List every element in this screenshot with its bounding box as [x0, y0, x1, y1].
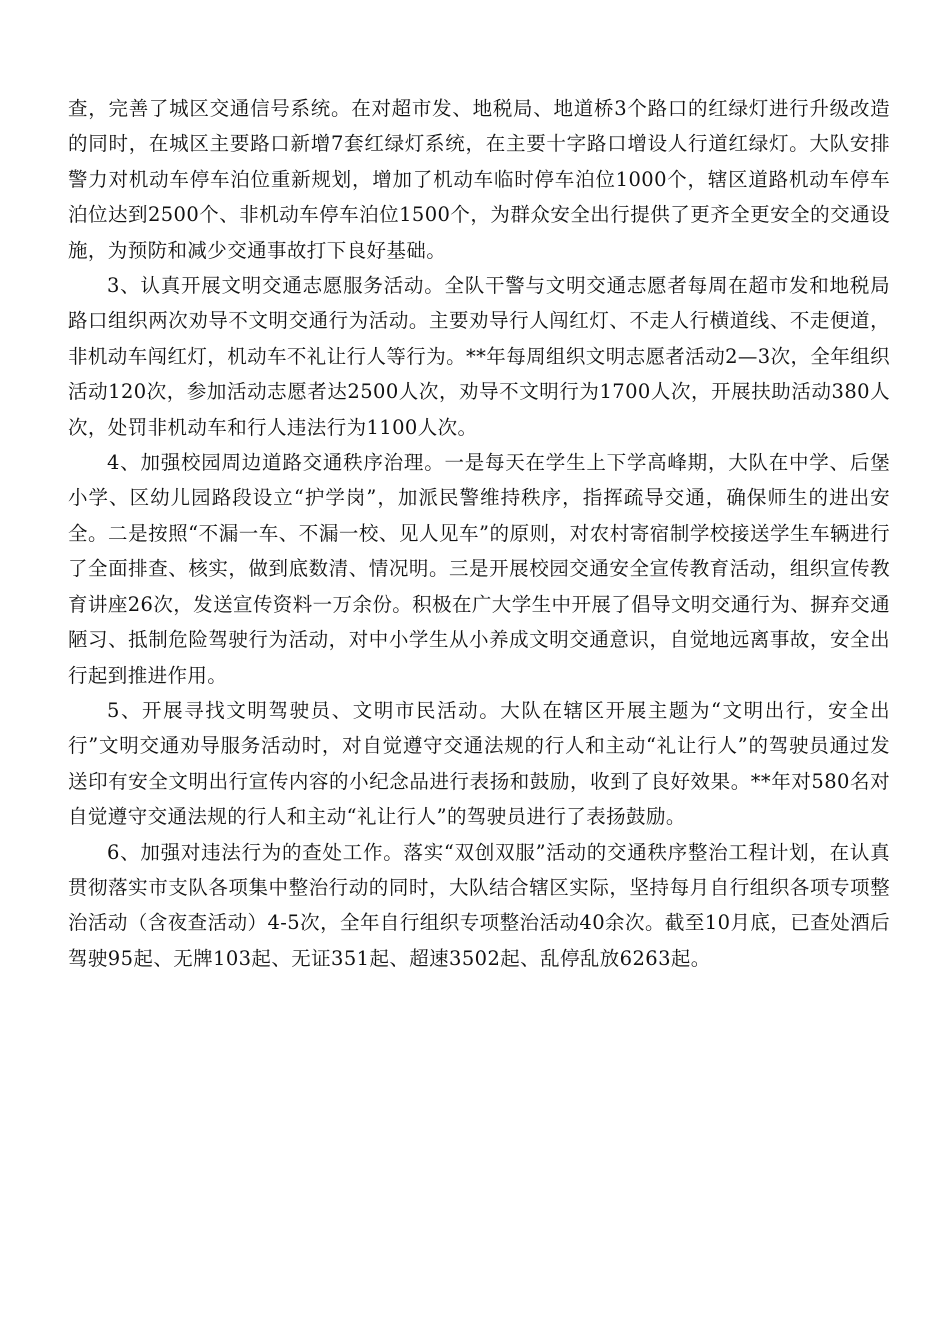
paragraph-school-traffic: 4、加强校园周边道路交通秩序治理。一是每天在学生上下学高峰期，大队在中学、后堡小学、区幼儿园路段设立“护学岗”，加派民警维持秩序，指挥疏导交通，确保师生的进出安全。二是按照“不漏一车、不漏一校、见人见车”的原则，对农村寄宿制学校接送学生车辆进行了全面排查、核实，做到底数清、情况明。三是开展校园交通安全宣传教育活动，组织宣传教育讲座26次，发送宣传资料一万余份。积极在广大学生中开展了倡导文明交通行为、摒弃交通陋习、抵制危险驾驶行为活动，对中小学生从小养成文明交通意识，自觉地远离事故，安全出行起到推进作用。 [68, 451, 890, 687]
paragraph-civilized-drivers: 5、开展寻找文明驾驶员、文明市民活动。大队在辖区开展主题为“文明出行，安全出行”文明交通劝导服务活动时，对自觉遵守交通法规的行人和主动“礼让行人”的驾驶员通过发送印有安全文明出行宣传内容的小纪念品进行表扬和鼓励，收到了良好效果。**年对580名对自觉遵守交通法规的行人和主动“礼让行人”的驾驶员进行了表扬鼓励。 [68, 698, 890, 829]
paragraph-volunteer-service: 3、认真开展文明交通志愿服务活动。全队干警与文明交通志愿者每周在超市发和地税局路口组织两次劝导不文明交通行为活动。主要劝导行人闯红灯、不走人行横道线、不走便道，非机动车闯红灯，机动车不礼让行人等行为。**年每周组织文明志愿者活动2—3次，全年组织活动120次，参加活动志愿者达2500人次，劝导不文明行为1700人次，开展扶助活动380人次，处罚非机动车和行人违法行为1100人次。 [68, 274, 891, 439]
document-body [68, 91, 890, 976]
paragraph-traffic-signals: 查，完善了城区交通信号系统。在对超市发、地税局、地道桥3个路口的红绿灯进行升级改造的同时，在城区主要路口新增7套红绿灯系统，在主要十字路口增设人行道红绿灯。大队安排警力对机动车停车泊位重新规划，增加了机动车临时停车泊位1000个，辖区道路机动车停车泊位达到2500个、非机动车停车泊位1500个，为群众安全出行提供了更齐全更安全的交通设施，为预防和减少交通事故打下良好基础。 [68, 97, 890, 262]
paragraph-violation-enforcement: 6、加强对违法行为的查处工作。落实“双创双服”活动的交通秩序整治工程计划，在认真贯彻落实市支队各项集中整治行动的同时，大队结合辖区实际，坚持每月自行组织各项专项整治活动（含夜查活动）4-5次，全年自行组织专项整治活动40余次。截至10月底，已查处酒后驾驶95起、无牌103起、无证351起、超速3502起、乱停乱放6263起。 [68, 840, 890, 970]
